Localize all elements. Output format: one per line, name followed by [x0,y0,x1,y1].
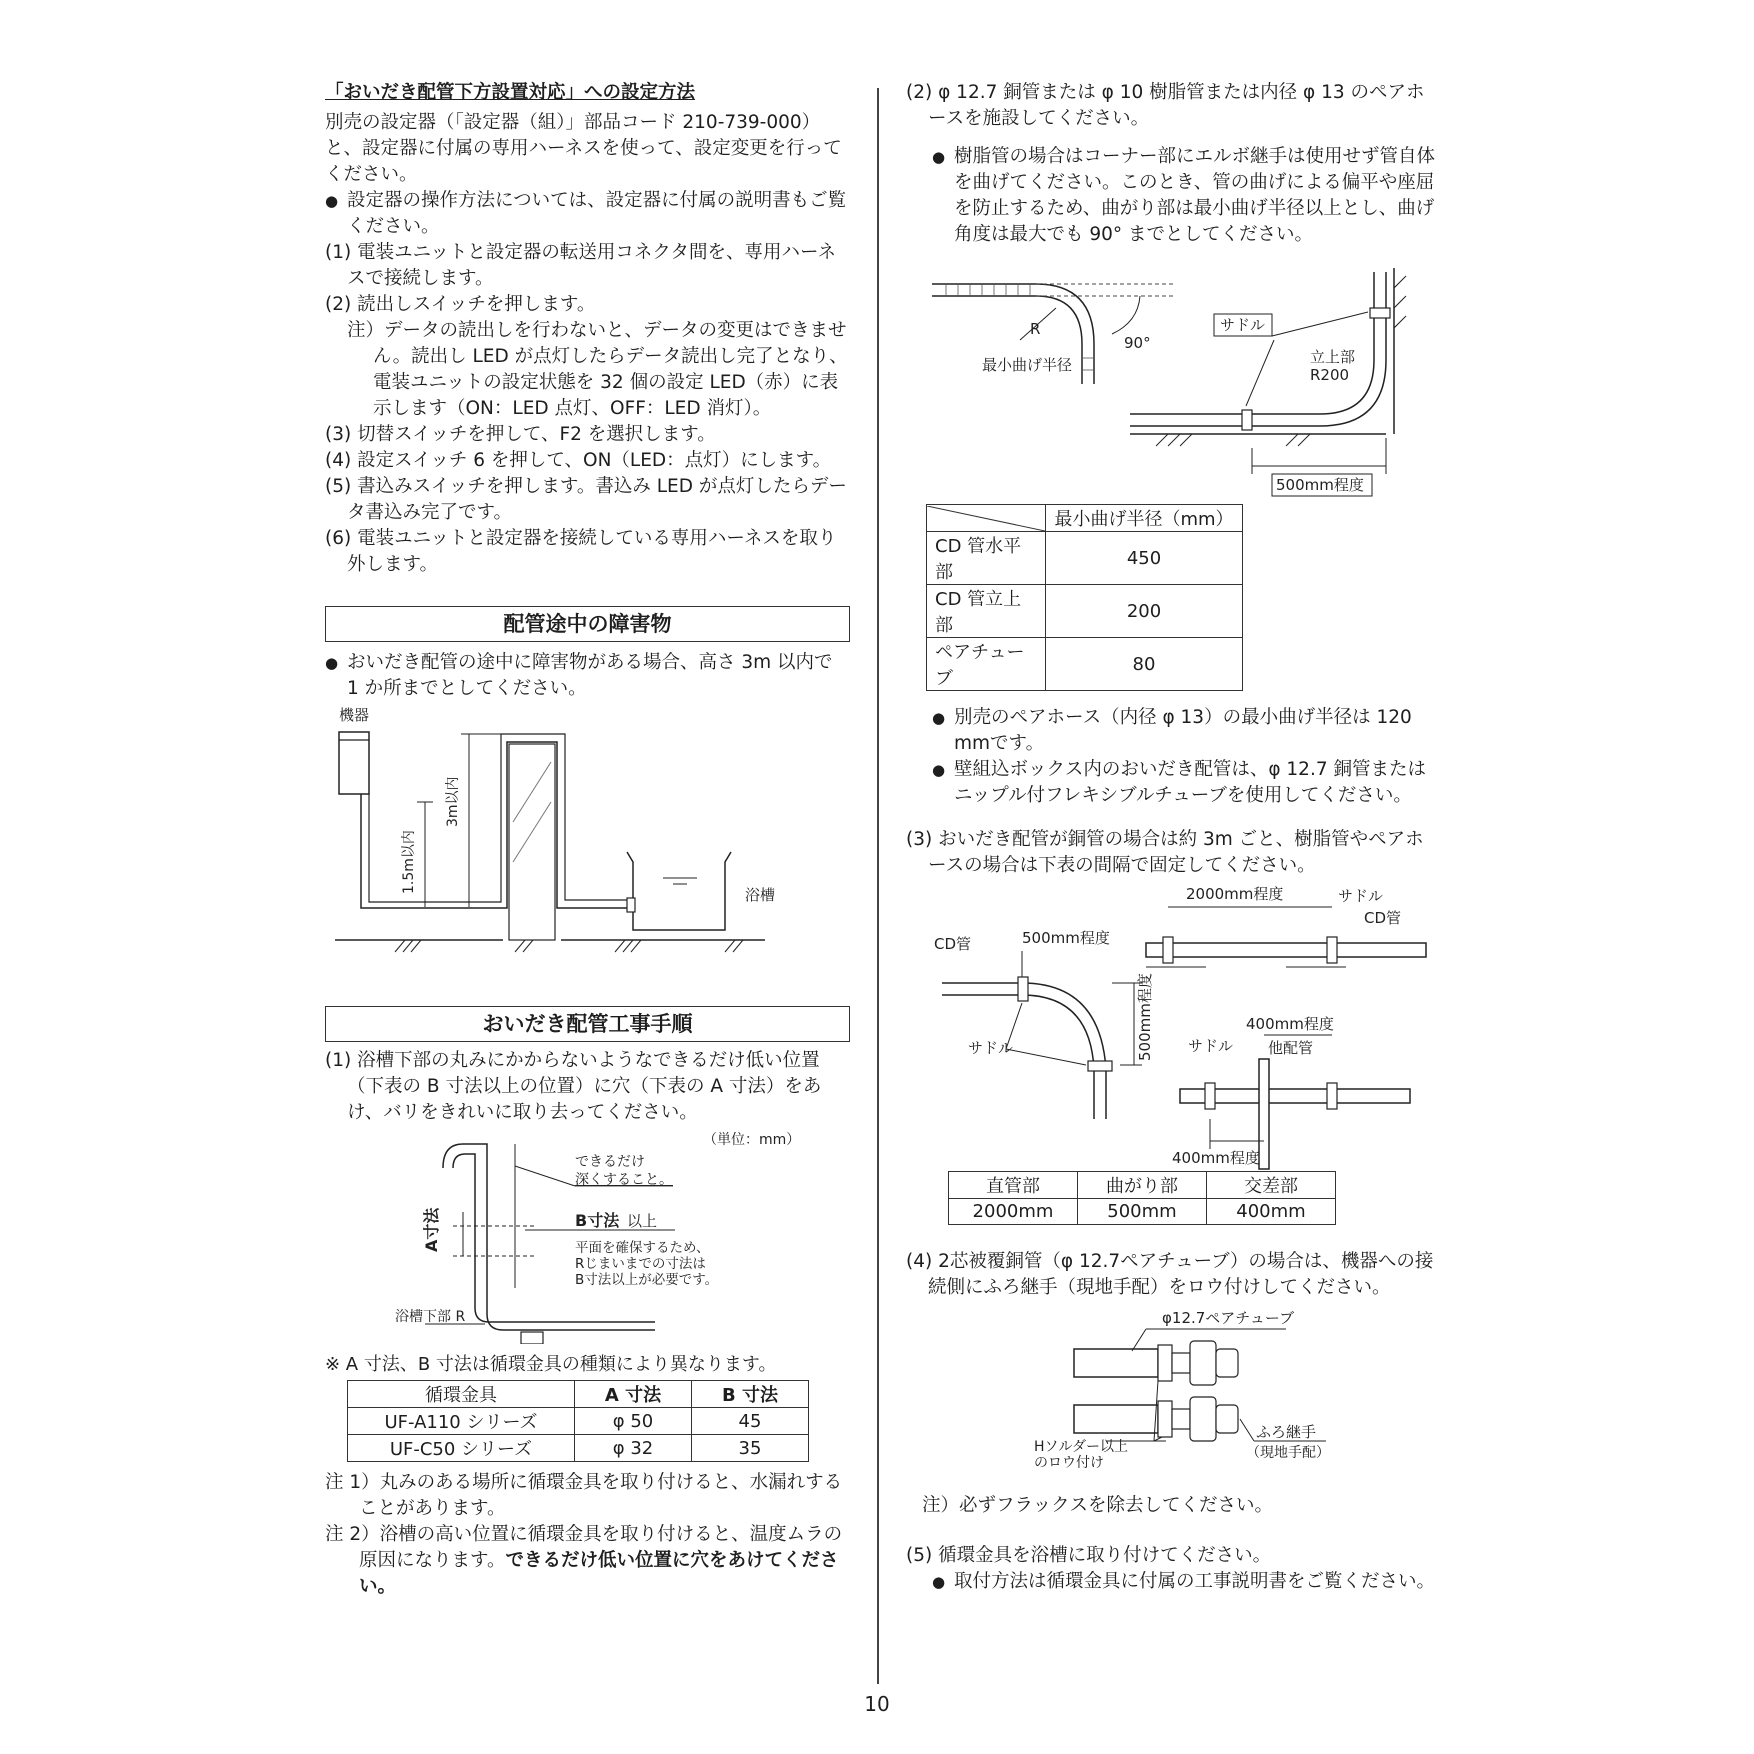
setting-method-title: 「おいだき配管下方設置対応」への設定方法 [325,82,696,103]
label-saddle-c: サドル [1188,1037,1234,1055]
th-bend: 曲がり部 [1078,1172,1207,1199]
b-note-2: Rじまいまでの寸法は [575,1256,706,1272]
table-cell: 80 [1046,638,1243,691]
label-solder-2: のロウ付け [1034,1455,1104,1471]
table-cell: ペアチューブ [927,638,1046,691]
label-joint-2: （現地手配） [1246,1445,1330,1461]
table-cell: φ 32 [575,1435,692,1462]
right-column [906,80,1436,1595]
length-500-label: 500mm程度 [1276,476,1364,494]
r-step-5: (5) 循環金具を浴槽に取り付けてください。 [906,1545,1272,1566]
label-400-b: 400mm程度 [1172,1149,1260,1167]
r-bullet-wallbox: ● 壁組込ボックス内のおいだき配管は、φ 12.7 銅管またはニップル付フレキシブルチューブを使用してください。 [932,757,1436,809]
label-cd-b: CD管 [934,935,972,953]
brazing-diagram [906,1301,1436,1471]
label-3m: 3m以内 [445,776,461,827]
table-cell: 400mm [1207,1199,1336,1225]
step-1: (1) 電装ユニットと設定器の転送用コネクタ間を、専用ハーネスで接続します。 [325,242,837,289]
label-solder-1: Hソルダー以上 [1034,1439,1128,1455]
table-cell: 45 [692,1408,809,1435]
intro-text: 別売の設定器（「設定器（組）」部品コード 210-739-000）と、設定器に付属の専用ハーネスを使って、設定変更を行ってください。 [325,112,842,185]
table-cell: φ 50 [575,1408,692,1435]
deep-note-2: 深くすること。 [575,1172,673,1188]
fitting-dimension-table [347,1380,809,1462]
min-radius-label: 最小曲げ半径 [982,356,1073,374]
tub-wall-outer [443,1144,487,1314]
table-diag-cell [927,505,1046,532]
step-5: (5) 書込みスイッチを押します。書込み LED が点灯したらデータ書込み完了です。 [325,476,847,523]
table-cell: 450 [1046,532,1243,585]
procedure-step-1: (1) 浴槽下部の丸みにかからないようなできるだけ低い位置（下表の B 寸法以上の位置）に穴（下表の A 寸法）をあけ、バリをきれいに取り去ってください。 [325,1050,822,1123]
th-cross: 交差部 [1207,1172,1336,1199]
table-cell: UF-C50 シリーズ [348,1435,575,1462]
label-cd-a: CD管 [1364,909,1402,927]
riser-r-label: R200 [1310,366,1350,384]
th-b: B 寸法 [692,1381,809,1408]
r-bullet-pairhose: ● 別売のペアホース（内径 φ 13）の最小曲げ半径は 120 mmです。 [932,705,1436,757]
table-cell: 35 [692,1435,809,1462]
obstacle-bullet: ● おいだき配管の途中に障害物がある場合、高さ 3m 以内で 1 か所までとしてください。 [325,650,850,702]
deep-note-1: できるだけ [575,1154,645,1170]
label-saddle-a: サドル [1338,887,1384,905]
unit-label: （単位：mm） [703,1132,801,1148]
label-500: 500mm程度 [1022,929,1110,947]
table-cell: 200 [1046,585,1243,638]
asterisk-note: ※ A 寸法、B 寸法は循環金具の種類により異なります。 [325,1354,777,1375]
label-pair-tube: φ12.7ペアチューブ [1162,1309,1295,1327]
label-kiki: 機器 [339,706,370,724]
hole-position-diagram [325,1126,850,1344]
table-cell: CD 管水平部 [927,532,1046,585]
bathtub [627,852,731,930]
label-vert-500: 500mm程度 [1136,973,1154,1061]
r-step-2: (2) φ 12.7 銅管または φ 10 樹脂管または内径 φ 13 のペアホースを施設してください。 [906,82,1425,129]
section-obstacle-heading: 配管途中の障害物 [325,606,850,642]
label-2000: 2000mm程度 [1186,885,1284,903]
r-label: R [1030,320,1041,338]
th-straight: 直管部 [949,1172,1078,1199]
r-step-4: (4) 2芯被覆銅管（φ 12.7ペアチューブ）の場合は、機器への接続側にふろ継手（現地手配）をロウ付けしてください。 [906,1251,1434,1298]
tube-lower [1074,1405,1158,1433]
b-note-3: B寸法以上が必要です。 [575,1272,719,1288]
riser-label: 立上部 [1310,348,1356,366]
label-other-pipe: 他配管 [1268,1039,1314,1057]
label-yokusou: 浴槽 [745,886,776,904]
th-a: A 寸法 [575,1381,692,1408]
step-3: (3) 切替スイッチを押して、F2 を選択します。 [325,424,716,445]
obstacle-diagram [325,702,850,962]
r-bullet-install: ● 取付方法は循環金具に付属の工事説明書をご覧ください。 [932,1569,1436,1595]
a-dim-label: A寸法 [422,1207,441,1252]
step-2-note: 注）データの読出しを行わないと、データの変更はできません。読出し LED が点灯したらデータ読出し完了となり、電装ユニットの設定状態を 32 個の設定 LED（赤）に表示します（ON：LED 点灯、OFF：LED 消灯）。 [347,320,848,419]
other-pipe [1259,1059,1269,1169]
straight-pipe [1146,943,1426,957]
angle-label: 90° [1124,334,1151,352]
bend-radius-diagram [906,248,1436,510]
tube-upper [1074,1349,1158,1377]
th-min-radius: 最小曲げ半径（mm） [1046,505,1243,532]
section-procedure-heading: おいだき配管工事手順 [325,1006,850,1042]
table-cell: 2000mm [949,1199,1078,1225]
r-bullet-bend: ● 樹脂管の場合はコーナー部にエルボ継手は使用せず管自体を曲げてください。このとき、管の曲げによる偏平や座屈を防止するため、曲がり部は最小曲げ半径以上とし、曲げ角度は最大でも 90° までとしてください。 [932,144,1436,248]
bullet-manual: ● 設定器の操作方法については、設定器に付属の説明書もご覧ください。 [325,188,850,240]
left-column [325,80,850,1600]
note-2-bold: できるだけ低い位置に穴をあけてください。 [359,1550,839,1597]
obstacle-wall [509,744,555,940]
column-divider [877,88,879,1684]
tub-bottom-r-label: 浴槽下部 R [395,1309,466,1325]
label-400-a: 400mm程度 [1246,1015,1334,1033]
table-cell: 500mm [1078,1199,1207,1225]
step-6: (6) 電装ユニットと設定器を接続している専用ハーネスを取り外します。 [325,528,837,575]
step-4: (4) 設定スイッチ 6 を押して、ON（LED：点灯）にします。 [325,450,832,471]
step-2: (2) 読出しスイッチを押します。 [325,294,596,315]
note-2 [325,1522,850,1600]
th-fitting: 循環金具 [348,1381,575,1408]
fixing-interval-table [948,1171,1336,1225]
label-saddle-b: サドル [968,1039,1014,1057]
bend-pipe [942,983,1106,1119]
table-cell: CD 管立上部 [927,585,1046,638]
min-bend-radius-table [926,504,1243,691]
label-15m: 1.5m以内 [401,830,417,894]
b-dim-label: B寸法 [575,1211,620,1230]
r-step-3: (3) おいだき配管が銅管の場合は約 3m ごと、樹脂管やペアホースの場合は下表の間隔で固定してください。 [906,829,1424,876]
saddle-label: サドル [1220,316,1266,334]
note-1: 注 1）丸みのある場所に循環金具を取り付けると、水漏れすることがあります。 [325,1472,843,1519]
b-dim-suffix: 以上 [627,1212,658,1230]
fixing-interval-diagram [906,879,1436,1171]
note-2-text: 注 2）浴槽の高い位置に循環金具を取り付けると、温度ムラの原因になります。 [325,1524,843,1571]
label-joint-1: ふろ継手 [1256,1423,1317,1441]
equipment-box [339,732,369,794]
r-flux-note: 注）必ずフラックスを除去してください。 [922,1495,1273,1516]
b-note-1: 平面を確保するため、 [575,1240,710,1256]
table-cell: UF-A110 シリーズ [348,1408,575,1435]
page-number: 10 [864,1692,890,1716]
